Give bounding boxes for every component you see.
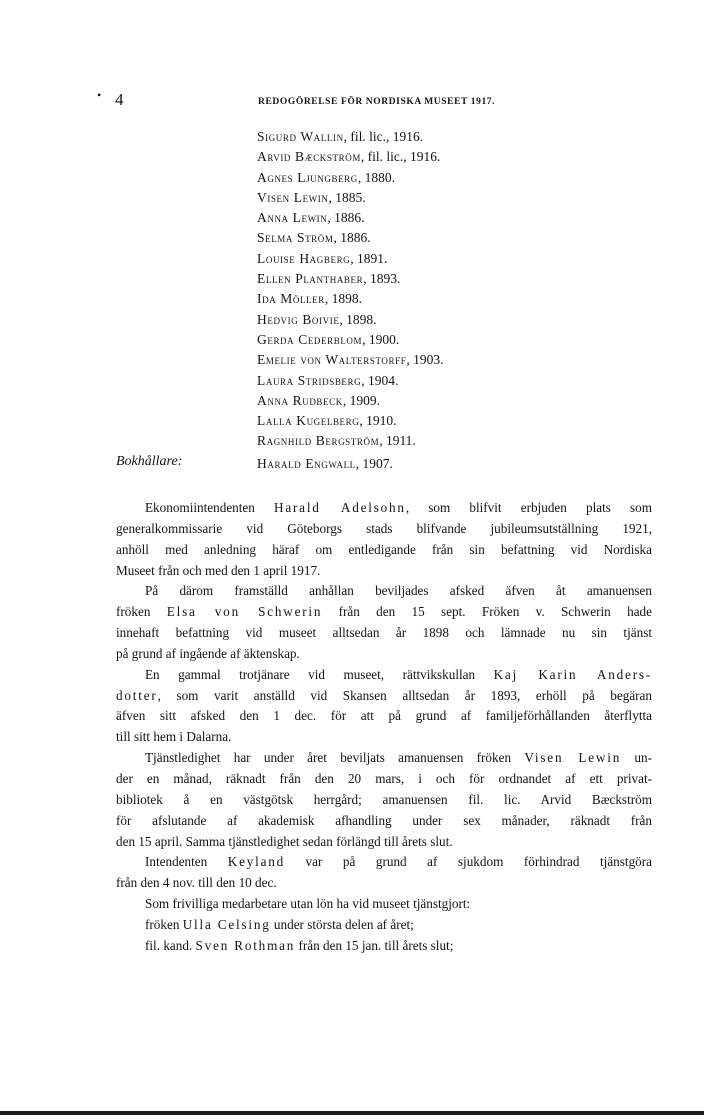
paragraph-line: innehaft befattning vid museet alltsedan år 1898 och lämnade nu sin tjänst bbox=[116, 625, 652, 641]
text-run: från den 15 sept. Fröken v. Schwerin hade bbox=[322, 604, 652, 620]
spaced-name: Sven Rothman bbox=[195, 937, 296, 953]
staff-name: Ida Möller bbox=[257, 291, 325, 307]
spaced-name: Elsa von Schwerin bbox=[166, 604, 323, 620]
staff-details: , 1893. bbox=[363, 271, 401, 287]
paragraph-line: för afslutande af akademisk afhandling under sex månader, räknadt från bbox=[116, 812, 652, 828]
paragraph-line: generalkommissarie vid Göteborgs stads blifvande jubileumsutställning 1921, bbox=[116, 520, 652, 536]
list-item bbox=[257, 249, 443, 269]
paragraph-line bbox=[116, 686, 652, 707]
staff-details: , 1885. bbox=[328, 189, 366, 205]
paragraph-line bbox=[116, 915, 652, 936]
text-run: Tjänstledighet har under året beviljats amanuensen fröken bbox=[145, 750, 525, 766]
list-item bbox=[257, 127, 443, 147]
paragraph-line bbox=[116, 852, 652, 873]
staff-name: Louise Hagberg bbox=[257, 250, 351, 266]
paragraph-line: anhöll med anledning häraf om entledigande från sin befattning vid Nordiska bbox=[116, 541, 652, 557]
text-run: , som blifvit erbjuden plats som bbox=[405, 500, 652, 515]
staff-name: Gerda Cederblom bbox=[257, 331, 363, 347]
staff-details: , 1886. bbox=[333, 230, 371, 246]
staff-name: Anna Lewin bbox=[257, 210, 328, 226]
paragraph-line: På därom framställd anhållan beviljades afsked äfven åt amanuensen bbox=[145, 583, 652, 599]
page-number: 4 bbox=[115, 90, 124, 109]
text-run: un- bbox=[621, 750, 652, 766]
list-item bbox=[257, 391, 443, 411]
spaced-name: dotter bbox=[116, 687, 158, 703]
staff-name: Visen Lewin bbox=[257, 189, 329, 205]
spaced-name: Kaj Karin Anders- bbox=[493, 666, 653, 682]
list-item bbox=[257, 168, 443, 188]
margin-mark: • bbox=[97, 88, 102, 102]
text-run: Intendenten bbox=[145, 854, 228, 870]
staff-name: Sigurd Wallin bbox=[257, 129, 344, 144]
list-item bbox=[257, 350, 443, 370]
staff-name: Selma Ström bbox=[257, 230, 334, 246]
bookkeeper-entry bbox=[257, 454, 393, 474]
staff-details: , 1904. bbox=[361, 372, 399, 388]
running-title: REDOGÖRELSE FÖR NORDISKA MUSEET 1917. bbox=[258, 97, 496, 107]
text-run: bibliotek å en västgötsk herrgård; amanuensen fil. lic. bbox=[116, 791, 541, 807]
list-item bbox=[257, 371, 443, 391]
text-run: En gammal trotjänare vid museet, rättvikskullan bbox=[145, 666, 494, 682]
staff-list bbox=[257, 127, 443, 452]
spaced-name: Keyland bbox=[227, 854, 286, 870]
paragraph-line: äfven sitt afsked den 1 dec. för att på grund af familjeförhållanden återflytta bbox=[116, 708, 652, 724]
staff-name: Ragnhild Bergström bbox=[257, 433, 380, 449]
staff-details: , 1900. bbox=[362, 331, 400, 347]
staff-details: , 1910. bbox=[359, 413, 397, 429]
bookkeeper-details: , 1907. bbox=[355, 456, 393, 471]
list-item bbox=[257, 431, 443, 451]
paragraph-line bbox=[116, 498, 652, 519]
staff-details: , 1898. bbox=[339, 311, 377, 327]
staff-details: , 1886. bbox=[327, 210, 365, 226]
bookkeeper-name: Harald Engwall bbox=[257, 456, 356, 471]
list-item bbox=[257, 147, 443, 167]
list-item bbox=[257, 330, 443, 350]
list-item bbox=[257, 289, 443, 309]
list-item bbox=[257, 269, 443, 289]
list-item bbox=[257, 188, 443, 208]
paragraph-line: till sitt hem i Dalarna. bbox=[116, 729, 232, 745]
paragraph-line bbox=[116, 936, 652, 957]
staff-name: Lalla Kugelberg bbox=[257, 413, 360, 429]
staff-details: , 1909. bbox=[342, 392, 380, 408]
text-run: var på grund af sjukdom förhindrad tjänstgöra bbox=[285, 854, 653, 870]
text-run: Ekonomiintendenten bbox=[145, 500, 274, 515]
text-run: från den 15 jan. till årets slut; bbox=[295, 937, 454, 953]
spaced-name: Arvid Bæckström bbox=[540, 791, 652, 807]
spaced-name: Visen Lewin bbox=[524, 750, 622, 766]
staff-name: Arvid Bæckström bbox=[257, 149, 361, 165]
staff-details: , 1898. bbox=[324, 291, 362, 307]
bottom-border bbox=[0, 1111, 704, 1115]
paragraph-line: der en månad, räknadt från den 20 mars, i och för ordnandet af ett privat- bbox=[116, 770, 652, 786]
paragraph-line: från den 4 nov. till den 10 dec. bbox=[116, 875, 277, 891]
staff-details: , 1911. bbox=[379, 433, 416, 449]
text-run: under största delen af året; bbox=[270, 916, 414, 932]
staff-name: Agnes Ljungberg bbox=[257, 169, 358, 185]
text-run: , som varit anställd vid Skansen alltsedan år 1893, erhöll på begäran bbox=[157, 687, 652, 703]
paragraph-line bbox=[116, 665, 652, 686]
paragraph-line: den 15 april. Samma tjänstledighet sedan förlängd till årets slut. bbox=[116, 833, 453, 849]
staff-name: Anna Rudbeck bbox=[257, 392, 343, 408]
paragraph-line: på grund af ingående af äktenskap. bbox=[116, 645, 300, 661]
staff-details: , 1891. bbox=[350, 250, 388, 266]
staff-details: , fil. lic., 1916. bbox=[343, 129, 424, 144]
list-item bbox=[257, 228, 443, 248]
spaced-name: Harald Adelsohn bbox=[274, 500, 406, 515]
staff-name: Ellen Planthaber bbox=[257, 271, 364, 287]
paragraph-line bbox=[116, 790, 652, 811]
body-text bbox=[116, 498, 652, 957]
paragraph-line bbox=[116, 602, 652, 623]
paragraph-line: Som frivilliga medarbetare utan lön ha vid museet tjänstgjort: bbox=[145, 896, 471, 912]
list-item bbox=[257, 208, 443, 228]
text-run: fröken bbox=[116, 604, 167, 620]
staff-name: Laura Stridsberg bbox=[257, 372, 362, 388]
spaced-name: Ulla Celsing bbox=[182, 916, 271, 932]
paragraph-line: Museet från och med den 1 april 1917. bbox=[116, 562, 321, 578]
list-item bbox=[257, 411, 443, 431]
paragraph-line bbox=[116, 748, 652, 769]
staff-name: Hedvig Boivie bbox=[257, 311, 340, 327]
text-run: fil. kand. bbox=[145, 937, 196, 953]
staff-name: Emelie von Walterstorff bbox=[257, 352, 407, 368]
staff-details: , fil. lic., 1916. bbox=[360, 149, 441, 165]
bookkeeper-label: Bokhållare: bbox=[116, 454, 183, 469]
staff-details: , 1880. bbox=[357, 169, 396, 185]
staff-details: , 1903. bbox=[406, 352, 444, 368]
text-run: fröken bbox=[145, 916, 183, 932]
list-item bbox=[257, 310, 443, 330]
